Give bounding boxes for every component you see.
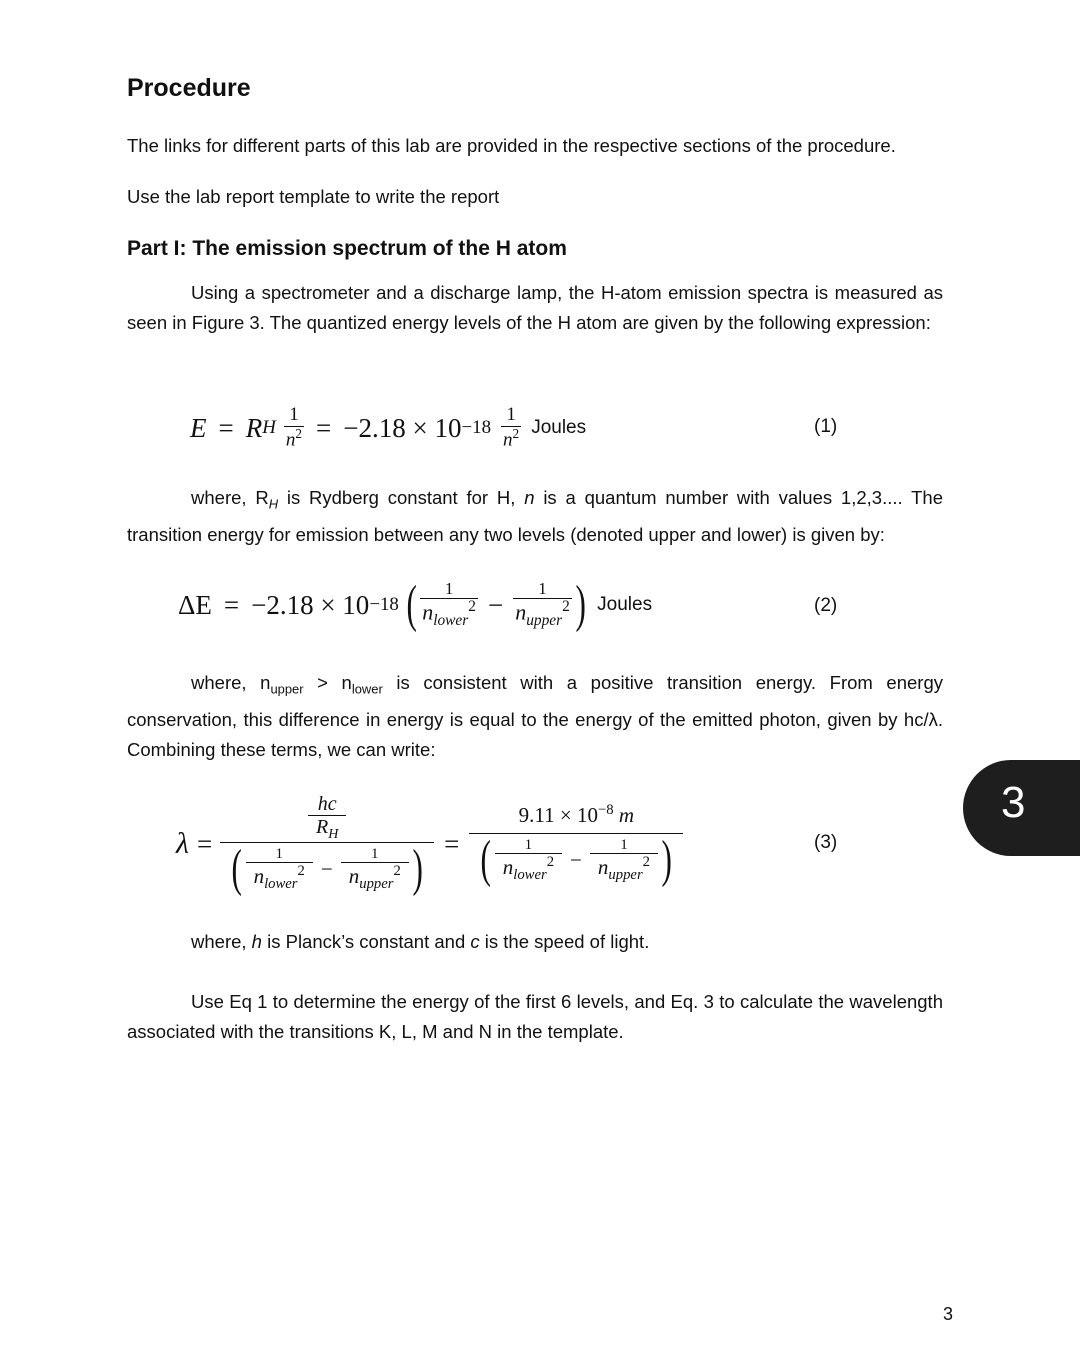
eq2-exponent: −18 <box>369 594 399 615</box>
eq1-equals-2: = <box>316 412 332 443</box>
page-heading: Procedure <box>127 74 251 102</box>
eq2-fraction-upper: $\frac{1}{n_{upper}^2}$ <box>515 578 570 630</box>
eq2-equals: = <box>223 589 240 620</box>
paragraph-spectrometer: Using a spectrometer and a discharge lamp, the H-atom emission spectra is measured as seen in Figure 3. The quantized energy levels of the H atom are given by the following expression: <box>127 282 943 333</box>
eq1-number: (1) <box>814 416 838 437</box>
eq2-coefficient: −2.18 × 10 <box>251 589 370 620</box>
eq2-minus: − <box>487 589 504 620</box>
eq1-rydberg-subscript: H <box>262 417 276 438</box>
eq1-coefficient: −2.18 × 10 <box>343 412 462 443</box>
paragraph-rydberg: where, $R_H$ is Rydberg constant for H, n is a quantum number with values 1,2,3.... The transition energy for emission between any two levels (denoted upper and lower) is given by: <box>127 487 943 545</box>
eq1-fraction-2 <box>501 405 521 451</box>
eq3-fraction-1-denominator: ( $\frac{1}{n_{lower}^2}$ − $\frac{1}{n_{upper}^2}$ ) <box>220 842 434 895</box>
eq3-fraction-2 <box>469 801 683 889</box>
eq2-number: (2) <box>814 595 838 616</box>
chapter-tab-label: 3 <box>1001 778 1026 827</box>
eq2-fraction-lower: $\frac{1}{n_{lower}^2}$ <box>422 578 476 630</box>
paragraph-energy-conservation: where, $n_{upper} > n_{lower}$ is consistent with a positive transition energy. From energy conservation, this difference in energy is equal to the energy of the emitted photon, given by hc/λ. Combining these terms, we can write: <box>127 672 943 760</box>
eq1-energy-symbol: E <box>190 412 207 443</box>
chapter-tab <box>963 760 1080 856</box>
intro-paragraph-2: Use the lab report template to write the report <box>127 186 500 207</box>
eq3-equals-2: = <box>444 828 460 859</box>
eq1-fraction-2-numerator: 1 <box>506 403 516 425</box>
eq2-unit: Joules <box>597 594 653 615</box>
eq1-fraction-1 <box>284 405 304 451</box>
eq1-fraction-2-denominator: $n^2$ <box>503 425 520 451</box>
page-number: 3 <box>943 1304 954 1324</box>
eq2-left-paren: ( <box>406 576 417 633</box>
eq3-lambda-symbol: λ <box>176 827 189 860</box>
eq3-number: (3) <box>814 832 838 853</box>
eq1-fraction-1-denominator: $n^2$ <box>285 425 303 451</box>
eq3-fraction-2-denominator: ( $\frac{1}{n_{lower}^2}$ − $\frac{1}{n_{upper}^2}$ ) <box>469 833 683 886</box>
eq3-equals: = <box>197 828 213 859</box>
eq3-fraction-1-numerator: $\frac{hc}{R_H}$ <box>300 793 354 842</box>
section-title: Part I: The emission spectrum of the H atom <box>127 237 567 260</box>
equation-1 <box>190 398 586 458</box>
eq1-equals: = <box>218 412 234 443</box>
eq1-unit: Joules <box>531 417 587 438</box>
eq1-fraction-1-numerator: 1 <box>289 403 299 425</box>
intro-paragraph-1: The links for different parts of this lab are provided in the respective sections of the procedure. <box>127 135 896 156</box>
eq3-fraction-2-numerator: $9.11 \times 10^{-8}$ m <box>518 801 635 827</box>
eq1-exponent: −18 <box>461 417 492 438</box>
eq2-delta-e-symbol: ΔE <box>178 589 212 620</box>
paragraph-planck: where, h is Planck’s constant and c is the speed of light. <box>191 931 650 952</box>
eq3-fraction-1 <box>220 792 434 898</box>
eq2-right-paren: ) <box>575 576 586 633</box>
equation-3 <box>176 784 683 904</box>
equation-2 <box>178 570 652 640</box>
paragraph-instructions: Use Eq 1 to determine the energy of the first 6 levels, and Eq. 3 to calculate the wavelength associated with the transitions K, L, M and N in the template. <box>127 991 943 1042</box>
eq1-rydberg-symbol: R <box>245 412 263 443</box>
